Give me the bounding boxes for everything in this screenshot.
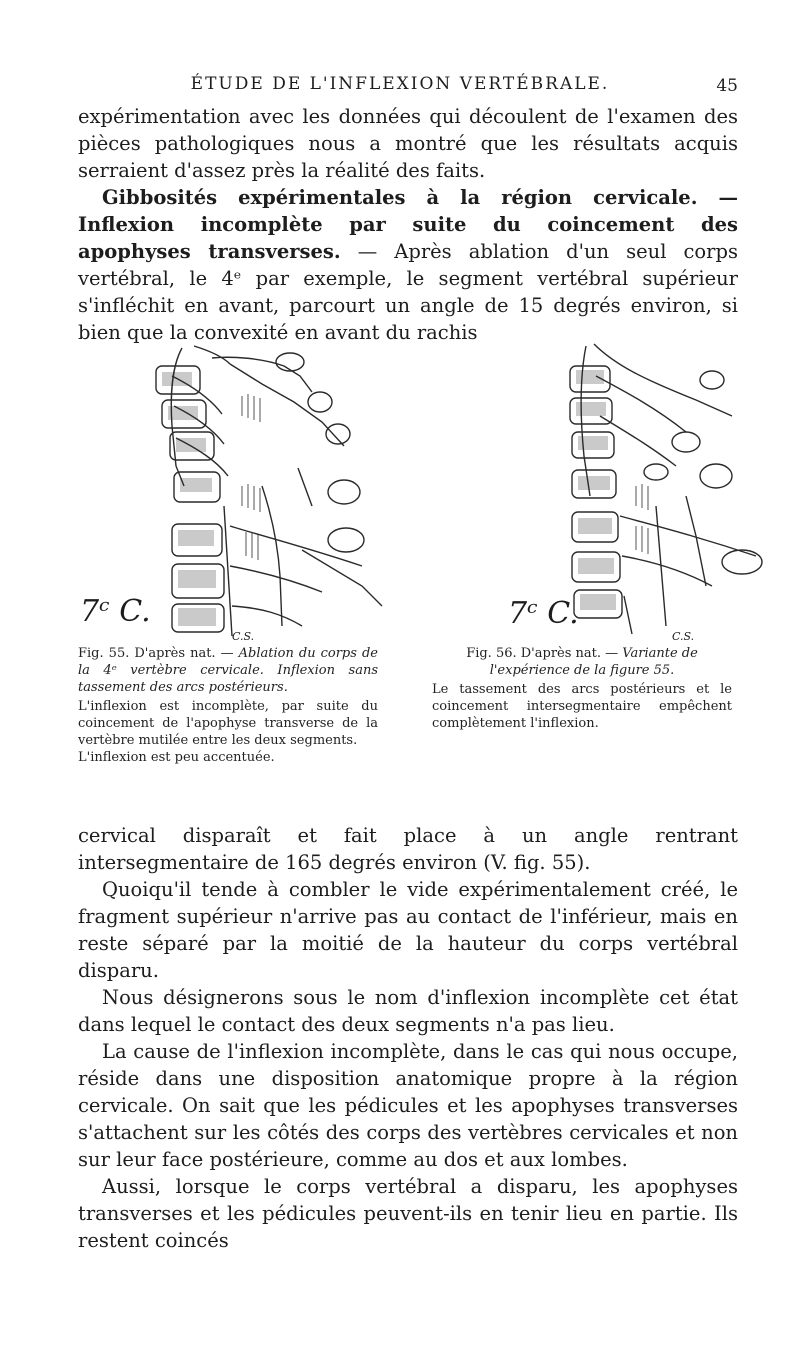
paragraph-top-1: expérimentation avec les données qui découlent de l'examen des pièces pathologiques nous a montré que les résultats acquis serraient d'assez près la réalité des faits. (78, 105, 738, 182)
paragraph-bottom-1: cervical disparaît et fait place à un angle rentrant intersegmentaire de 165 degrés environ (V. fig. 55). (78, 824, 738, 874)
running-title: ÉTUDE DE L'INFLEXION VERTÉBRALE. (190, 74, 610, 94)
caption-56 (432, 645, 732, 732)
figure-55-sublabel: C.S. (232, 630, 255, 643)
bottom-text-block (78, 822, 738, 1254)
caption-56-title-line (432, 645, 732, 679)
paragraph-bottom-2: Quoiqu'il tende à combler le vide expérimentalement créé, le fragment supérieur n'arrive pas au contact de l'inférieur, mais en reste séparé par la moitié de la hauteur du corps vertébral disparu. (78, 878, 738, 982)
caption-55-title-line (78, 645, 378, 696)
figure-55-illustration (112, 336, 402, 636)
caption-55-note-1: L'inflexion est incomplète, par suite du coincement de l'apophyse transverse de la vertèbre mutilée entre les deux segments. (78, 699, 378, 748)
paragraph-bottom-3: Nous désignerons sous le nom d'inflexion incomplète cet état dans lequel le contact des deux segments n'a pas lieu. (78, 986, 738, 1036)
caption-55-note-2: L'inflexion est peu accentuée. (78, 750, 275, 765)
figure-56-sublabel: C.S. (672, 630, 695, 643)
paragraph-top-2 (78, 184, 738, 346)
paragraph-top-2-text: — Après ablation d'un seul corps vertébral, le 4ᵉ par exemple, le segment vertébral supérieur s'infléchit en avant, parcourt un angle de 15 degrés environ, si bien que la convexité en avant du rachis (78, 240, 738, 344)
caption-55 (78, 645, 378, 766)
caption-56-title: Variante de l'expérience de la figure 55. (489, 646, 698, 678)
figure-55 (112, 336, 402, 636)
caption-55-lead: Fig. 55. D'après nat. — (78, 646, 239, 661)
top-text-block (78, 103, 738, 346)
figure-56-label: 7ᶜ C. (508, 596, 579, 631)
figure-56 (536, 336, 776, 636)
caption-55-title: Ablation du corps de la 4ᵉ vertèbre cervicale. Inflexion sans tassement des arcs postérieurs. (78, 646, 378, 695)
caption-56-lead: Fig. 56. D'après nat. — (466, 646, 623, 661)
caption-56-note: Le tassement des arcs postérieurs et le coincement intersegmentaire empêchent complètement l'inflexion. (432, 682, 732, 731)
paragraph-bottom-5: Aussi, lorsque le corps vertébral a disparu, les apophyses transverses et les pédicules peuvent-ils en tenir lieu en partie. Ils restent coincés (78, 1175, 738, 1252)
running-head (0, 74, 800, 94)
page-number: 45 (716, 76, 738, 96)
paragraph-bottom-4: La cause de l'inflexion incomplète, dans le cas qui nous occupe, réside dans une disposition anatomique propre à la région cervicale. On sait que les pédicules et les apophyses transverses s'attachent sur les côtés des corps des vertèbres cervicales et non sur leur face postérieure, comme au dos et aux lombes. (78, 1040, 738, 1171)
figure-55-label: 7ᶜ C. (80, 594, 151, 629)
figure-56-illustration (536, 336, 776, 636)
section-heading: Gibbosités expérimentales à la région cervicale. — Inflexion incomplète par suite du coincement des apophyses transverses. (78, 186, 738, 263)
